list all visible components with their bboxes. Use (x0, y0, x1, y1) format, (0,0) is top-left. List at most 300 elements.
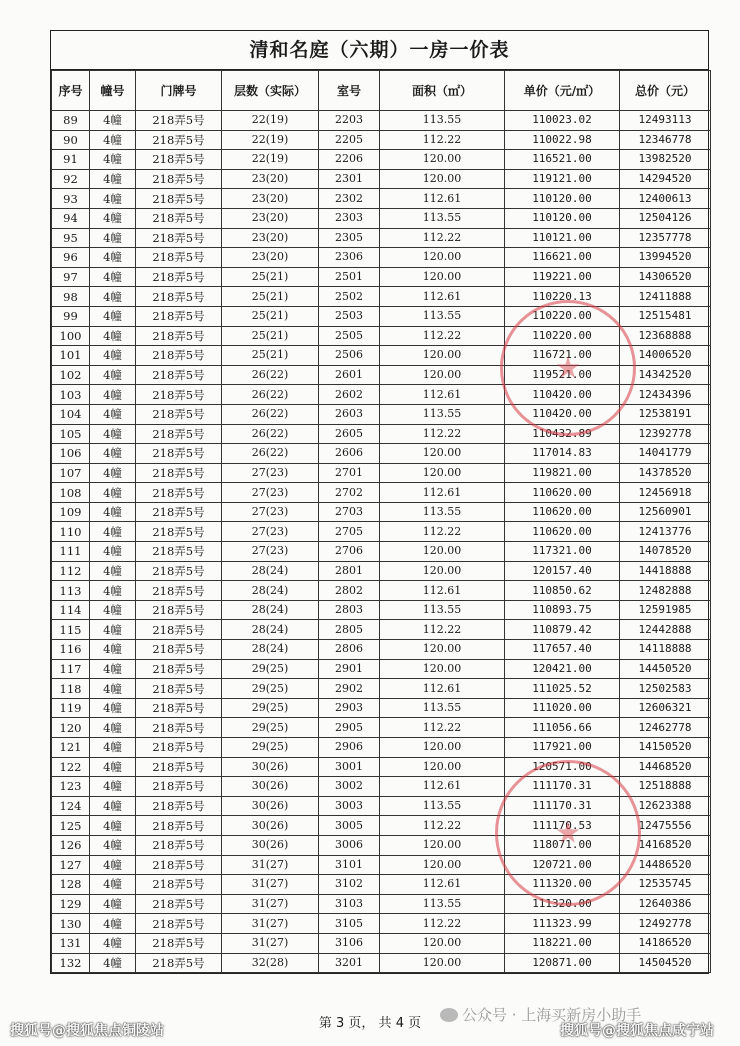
cell-area: 120.00 (380, 169, 505, 189)
cell-room: 2906 (319, 738, 380, 758)
table-row (52, 444, 711, 464)
cell-unit-price: 119121.00 (505, 169, 620, 189)
cell-floor: 25(21) (222, 346, 319, 366)
cell-room: 2203 (319, 111, 380, 131)
cell-total-price: 12462778 (620, 718, 711, 738)
cell-area: 112.22 (380, 130, 505, 150)
cell-address: 218弄5号 (136, 404, 222, 424)
cell-address: 218弄5号 (136, 835, 222, 855)
cell-room: 2502 (319, 287, 380, 307)
cell-room: 2505 (319, 326, 380, 346)
cell-floor: 31(27) (222, 914, 319, 934)
cell-total-price: 12518888 (620, 777, 711, 797)
table-row (52, 385, 711, 405)
header-area: 面积（㎡） (380, 71, 505, 111)
cell-seq: 104 (52, 404, 90, 424)
cell-area: 113.55 (380, 698, 505, 718)
header-row (52, 71, 711, 111)
cell-building: 4幢 (90, 365, 136, 385)
cell-room: 2805 (319, 620, 380, 640)
cell-building: 4幢 (90, 502, 136, 522)
cell-building: 4幢 (90, 306, 136, 326)
cell-address: 218弄5号 (136, 463, 222, 483)
cell-building: 4幢 (90, 208, 136, 228)
cell-total-price: 12456918 (620, 483, 711, 503)
cell-building: 4幢 (90, 385, 136, 405)
cell-seq: 98 (52, 287, 90, 307)
cell-room: 2903 (319, 698, 380, 718)
cell-building: 4幢 (90, 679, 136, 699)
cell-total-price: 12368888 (620, 326, 711, 346)
table-row (52, 483, 711, 503)
table-row (52, 738, 711, 758)
cell-area: 120.00 (380, 248, 505, 268)
cell-address: 218弄5号 (136, 208, 222, 228)
cell-room: 2606 (319, 444, 380, 464)
cell-area: 113.55 (380, 796, 505, 816)
table-row (52, 816, 711, 836)
cell-floor: 22(19) (222, 150, 319, 170)
cell-floor: 27(23) (222, 463, 319, 483)
cell-total-price: 14118888 (620, 640, 711, 660)
cell-total-price: 14294520 (620, 169, 711, 189)
cell-seq: 113 (52, 581, 90, 601)
cell-floor: 26(22) (222, 404, 319, 424)
cell-seq: 91 (52, 150, 90, 170)
table-row (52, 835, 711, 855)
cell-total-price: 12515481 (620, 306, 711, 326)
cell-address: 218弄5号 (136, 914, 222, 934)
watermark-right: 搜狐号@搜狐焦点咸宁站 (560, 1023, 714, 1039)
cell-floor: 30(26) (222, 777, 319, 797)
cell-room: 2801 (319, 561, 380, 581)
cell-address: 218弄5号 (136, 738, 222, 758)
cell-unit-price: 120421.00 (505, 659, 620, 679)
cell-building: 4幢 (90, 718, 136, 738)
cell-floor: 30(26) (222, 757, 319, 777)
cell-seq: 125 (52, 816, 90, 836)
cell-floor: 23(20) (222, 169, 319, 189)
cell-building: 4幢 (90, 620, 136, 640)
cell-address: 218弄5号 (136, 542, 222, 562)
table-row (52, 522, 711, 542)
cell-total-price: 14504520 (620, 953, 711, 973)
cell-total-price: 12623388 (620, 796, 711, 816)
table-row (52, 208, 711, 228)
header-floor: 层数（实际） (222, 71, 319, 111)
cell-total-price: 14306520 (620, 267, 711, 287)
cell-seq: 106 (52, 444, 90, 464)
cell-room: 2901 (319, 659, 380, 679)
cell-seq: 96 (52, 248, 90, 268)
cell-unit-price: 117921.00 (505, 738, 620, 758)
cell-floor: 26(22) (222, 385, 319, 405)
cell-seq: 99 (52, 306, 90, 326)
cell-total-price: 13994520 (620, 248, 711, 268)
cell-room: 3201 (319, 953, 380, 973)
cell-seq: 105 (52, 424, 90, 444)
cell-address: 218弄5号 (136, 894, 222, 914)
cell-floor: 31(27) (222, 933, 319, 953)
cell-address: 218弄5号 (136, 679, 222, 699)
cell-building: 4幢 (90, 796, 136, 816)
cell-unit-price: 111170.31 (505, 796, 620, 816)
cell-building: 4幢 (90, 894, 136, 914)
cell-area: 112.61 (380, 777, 505, 797)
cell-address: 218弄5号 (136, 287, 222, 307)
cell-address: 218弄5号 (136, 346, 222, 366)
cell-area: 120.00 (380, 738, 505, 758)
cell-seq: 130 (52, 914, 90, 934)
table-row (52, 150, 711, 170)
cell-room: 2503 (319, 306, 380, 326)
cell-total-price: 12538191 (620, 404, 711, 424)
table-row (52, 424, 711, 444)
cell-room: 2305 (319, 228, 380, 248)
cell-unit-price: 110120.00 (505, 208, 620, 228)
cell-unit-price: 117321.00 (505, 542, 620, 562)
cell-seq: 93 (52, 189, 90, 209)
cell-area: 112.61 (380, 385, 505, 405)
cell-seq: 124 (52, 796, 90, 816)
price-sheet (50, 30, 709, 974)
cell-floor: 28(24) (222, 561, 319, 581)
cell-unit-price: 110432.89 (505, 424, 620, 444)
cell-total-price: 14418888 (620, 561, 711, 581)
cell-seq: 95 (52, 228, 90, 248)
cell-area: 120.00 (380, 150, 505, 170)
cell-seq: 127 (52, 855, 90, 875)
cell-room: 2205 (319, 130, 380, 150)
cell-total-price: 12482888 (620, 581, 711, 601)
header-room: 室号 (319, 71, 380, 111)
cell-floor: 27(23) (222, 502, 319, 522)
cell-address: 218弄5号 (136, 502, 222, 522)
cell-room: 2702 (319, 483, 380, 503)
page-number: 第 3 页， 共 4 页 (318, 1016, 422, 1031)
cell-area: 120.00 (380, 640, 505, 660)
cell-room: 2506 (319, 346, 380, 366)
cell-room: 2605 (319, 424, 380, 444)
cell-total-price: 14186520 (620, 933, 711, 953)
cell-seq: 107 (52, 463, 90, 483)
cell-total-price: 12442888 (620, 620, 711, 640)
table-row (52, 463, 711, 483)
cell-address: 218弄5号 (136, 757, 222, 777)
cell-area: 113.55 (380, 306, 505, 326)
cell-room: 2603 (319, 404, 380, 424)
cell-seq: 90 (52, 130, 90, 150)
cell-unit-price: 110420.00 (505, 404, 620, 424)
cell-total-price: 12591985 (620, 600, 711, 620)
cell-seq: 109 (52, 502, 90, 522)
cell-floor: 23(20) (222, 228, 319, 248)
cell-seq: 112 (52, 561, 90, 581)
cell-unit-price: 111056.66 (505, 718, 620, 738)
cell-seq: 122 (52, 757, 90, 777)
table-row (52, 189, 711, 209)
cell-room: 3105 (319, 914, 380, 934)
header-total-price: 总价（元） (620, 71, 711, 111)
cell-room: 2602 (319, 385, 380, 405)
cell-area: 112.22 (380, 424, 505, 444)
cell-unit-price: 111025.52 (505, 679, 620, 699)
cell-building: 4幢 (90, 463, 136, 483)
cell-floor: 30(26) (222, 796, 319, 816)
cell-unit-price: 116521.00 (505, 150, 620, 170)
cell-seq: 118 (52, 679, 90, 699)
cell-seq: 129 (52, 894, 90, 914)
cell-floor: 31(27) (222, 875, 319, 895)
cell-unit-price: 110121.00 (505, 228, 620, 248)
cell-building: 4幢 (90, 698, 136, 718)
cell-area: 112.22 (380, 816, 505, 836)
cell-total-price: 14041779 (620, 444, 711, 464)
cell-room: 2706 (319, 542, 380, 562)
cell-address: 218弄5号 (136, 659, 222, 679)
table-row (52, 542, 711, 562)
cell-area: 112.22 (380, 914, 505, 934)
cell-seq: 94 (52, 208, 90, 228)
table-row (52, 718, 711, 738)
cell-address: 218弄5号 (136, 228, 222, 248)
table-row (52, 933, 711, 953)
cell-floor: 27(23) (222, 542, 319, 562)
cell-unit-price: 110022.98 (505, 130, 620, 150)
cell-address: 218弄5号 (136, 953, 222, 973)
cell-total-price: 14486520 (620, 855, 711, 875)
cell-seq: 103 (52, 385, 90, 405)
cell-total-price: 12535745 (620, 875, 711, 895)
cell-total-price: 12502583 (620, 679, 711, 699)
cell-area: 112.22 (380, 620, 505, 640)
cell-unit-price: 120571.00 (505, 757, 620, 777)
cell-seq: 102 (52, 365, 90, 385)
cell-total-price: 12606321 (620, 698, 711, 718)
document-title: 清和名庭（六期）一房一价表 (51, 31, 708, 70)
cell-room: 3103 (319, 894, 380, 914)
header-building: 幢号 (90, 71, 136, 111)
cell-floor: 23(20) (222, 208, 319, 228)
cell-total-price: 14468520 (620, 757, 711, 777)
cell-unit-price: 120157.40 (505, 561, 620, 581)
cell-floor: 29(25) (222, 698, 319, 718)
cell-unit-price: 110620.00 (505, 483, 620, 503)
cell-seq: 115 (52, 620, 90, 640)
table-row (52, 659, 711, 679)
cell-total-price: 12434396 (620, 385, 711, 405)
cell-floor: 22(19) (222, 130, 319, 150)
table-row (52, 169, 711, 189)
cell-building: 4幢 (90, 228, 136, 248)
cell-total-price: 14168520 (620, 835, 711, 855)
cell-area: 120.00 (380, 855, 505, 875)
cell-building: 4幢 (90, 757, 136, 777)
cell-unit-price: 110620.00 (505, 502, 620, 522)
cell-seq: 120 (52, 718, 90, 738)
cell-unit-price: 111170.53 (505, 816, 620, 836)
cell-address: 218弄5号 (136, 189, 222, 209)
cell-address: 218弄5号 (136, 875, 222, 895)
cell-unit-price: 110220.00 (505, 326, 620, 346)
cell-room: 2501 (319, 267, 380, 287)
cell-address: 218弄5号 (136, 816, 222, 836)
cell-building: 4幢 (90, 130, 136, 150)
table-row (52, 502, 711, 522)
cell-area: 120.00 (380, 953, 505, 973)
cell-unit-price: 110220.00 (505, 306, 620, 326)
price-table (51, 70, 711, 973)
cell-address: 218弄5号 (136, 424, 222, 444)
cell-area: 112.22 (380, 718, 505, 738)
header-unit-price: 单价（元/㎡） (505, 71, 620, 111)
cell-area: 113.55 (380, 894, 505, 914)
table-row (52, 855, 711, 875)
cell-area: 120.00 (380, 659, 505, 679)
cell-floor: 28(24) (222, 581, 319, 601)
cell-address: 218弄5号 (136, 933, 222, 953)
cell-address: 218弄5号 (136, 306, 222, 326)
cell-building: 4幢 (90, 542, 136, 562)
cell-total-price: 14450520 (620, 659, 711, 679)
wechat-icon (440, 1008, 458, 1022)
header-seq: 序号 (52, 71, 90, 111)
cell-address: 218弄5号 (136, 130, 222, 150)
table-row (52, 267, 711, 287)
cell-room: 2902 (319, 679, 380, 699)
cell-seq: 116 (52, 640, 90, 660)
cell-seq: 101 (52, 346, 90, 366)
cell-floor: 30(26) (222, 816, 319, 836)
cell-floor: 23(20) (222, 189, 319, 209)
cell-seq: 119 (52, 698, 90, 718)
cell-address: 218弄5号 (136, 365, 222, 385)
cell-floor: 26(22) (222, 444, 319, 464)
cell-area: 120.00 (380, 444, 505, 464)
table-row (52, 875, 711, 895)
cell-total-price: 12504126 (620, 208, 711, 228)
cell-unit-price: 117657.40 (505, 640, 620, 660)
cell-total-price: 13982520 (620, 150, 711, 170)
cell-room: 2701 (319, 463, 380, 483)
cell-address: 218弄5号 (136, 600, 222, 620)
cell-area: 120.00 (380, 365, 505, 385)
cell-building: 4幢 (90, 875, 136, 895)
cell-unit-price: 120871.00 (505, 953, 620, 973)
cell-total-price: 12475556 (620, 816, 711, 836)
cell-building: 4幢 (90, 855, 136, 875)
cell-unit-price: 110850.62 (505, 581, 620, 601)
cell-unit-price: 111320.00 (505, 875, 620, 895)
cell-seq: 89 (52, 111, 90, 131)
cell-building: 4幢 (90, 953, 136, 973)
cell-room: 2302 (319, 189, 380, 209)
cell-total-price: 12640386 (620, 894, 711, 914)
table-row (52, 600, 711, 620)
cell-room: 3001 (319, 757, 380, 777)
table-row (52, 306, 711, 326)
cell-unit-price: 118071.00 (505, 835, 620, 855)
cell-floor: 31(27) (222, 855, 319, 875)
table-row (52, 679, 711, 699)
table-row (52, 130, 711, 150)
cell-building: 4幢 (90, 738, 136, 758)
header-address: 门牌号 (136, 71, 222, 111)
cell-floor: 22(19) (222, 111, 319, 131)
cell-area: 120.00 (380, 542, 505, 562)
cell-floor: 23(20) (222, 248, 319, 268)
cell-area: 120.00 (380, 346, 505, 366)
cell-seq: 100 (52, 326, 90, 346)
cell-seq: 114 (52, 600, 90, 620)
cell-area: 112.61 (380, 483, 505, 503)
cell-room: 2306 (319, 248, 380, 268)
cell-total-price: 12357778 (620, 228, 711, 248)
cell-total-price: 12492778 (620, 914, 711, 934)
cell-address: 218弄5号 (136, 522, 222, 542)
cell-floor: 28(24) (222, 620, 319, 640)
cell-floor: 28(24) (222, 640, 319, 660)
cell-unit-price: 110420.00 (505, 385, 620, 405)
cell-total-price: 12400613 (620, 189, 711, 209)
cell-room: 2705 (319, 522, 380, 542)
cell-building: 4幢 (90, 150, 136, 170)
cell-seq: 108 (52, 483, 90, 503)
cell-building: 4幢 (90, 483, 136, 503)
cell-room: 2601 (319, 365, 380, 385)
table-row (52, 228, 711, 248)
cell-area: 113.55 (380, 208, 505, 228)
table-row (52, 777, 711, 797)
cell-building: 4幢 (90, 914, 136, 934)
cell-address: 218弄5号 (136, 444, 222, 464)
cell-area: 113.55 (380, 600, 505, 620)
cell-room: 2301 (319, 169, 380, 189)
cell-building: 4幢 (90, 424, 136, 444)
cell-room: 3005 (319, 816, 380, 836)
cell-address: 218弄5号 (136, 385, 222, 405)
cell-floor: 31(27) (222, 894, 319, 914)
table-row (52, 581, 711, 601)
cell-unit-price: 110879.42 (505, 620, 620, 640)
cell-floor: 29(25) (222, 718, 319, 738)
cell-floor: 25(21) (222, 267, 319, 287)
cell-total-price: 12346778 (620, 130, 711, 150)
cell-area: 120.00 (380, 463, 505, 483)
cell-seq: 110 (52, 522, 90, 542)
cell-seq: 111 (52, 542, 90, 562)
cell-area: 112.61 (380, 875, 505, 895)
cell-area: 120.00 (380, 933, 505, 953)
table-row (52, 111, 711, 131)
cell-room: 2703 (319, 502, 380, 522)
cell-seq: 126 (52, 835, 90, 855)
cell-building: 4幢 (90, 346, 136, 366)
cell-floor: 32(28) (222, 953, 319, 973)
cell-seq: 131 (52, 933, 90, 953)
cell-room: 3002 (319, 777, 380, 797)
cell-unit-price: 119521.00 (505, 365, 620, 385)
cell-seq: 123 (52, 777, 90, 797)
cell-total-price: 14006520 (620, 346, 711, 366)
cell-floor: 28(24) (222, 600, 319, 620)
cell-building: 4幢 (90, 561, 136, 581)
cell-room: 3006 (319, 835, 380, 855)
cell-building: 4幢 (90, 189, 136, 209)
cell-area: 113.55 (380, 111, 505, 131)
cell-unit-price: 110023.02 (505, 111, 620, 131)
cell-address: 218弄5号 (136, 326, 222, 346)
